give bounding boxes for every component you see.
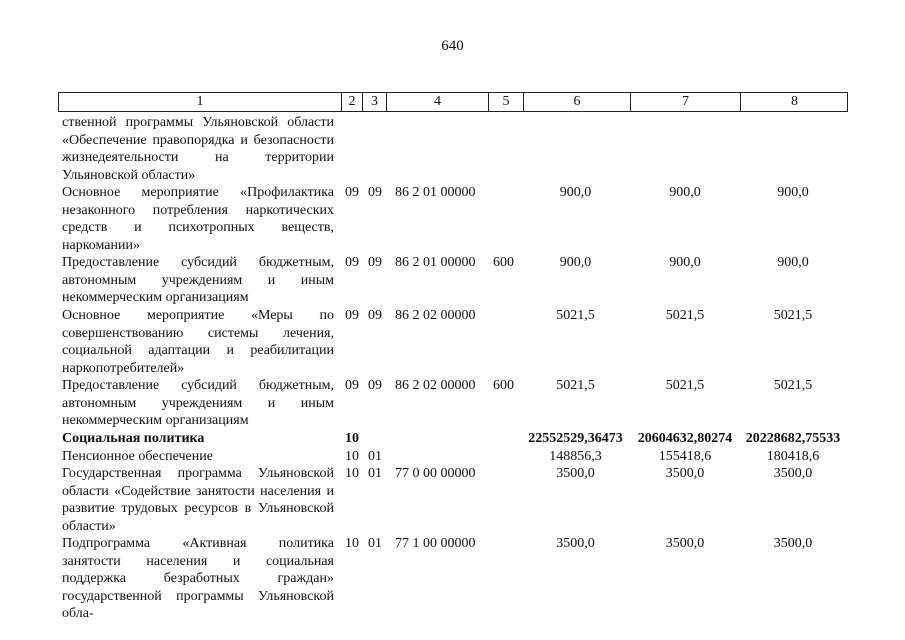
value-col-8: 3500,0 (773, 466, 813, 481)
value-col-8: 5021,5 (773, 378, 813, 393)
row-name: Подпрограмма «Активная политика занятости населения и социальная поддержка безработных граждан» государственной программы Ульяновской обла- (62, 536, 334, 622)
table-row (0, 254, 905, 307)
header-col-3: 3 (362, 93, 386, 111)
podrazdel-code: 09 (368, 255, 382, 270)
header-col-8: 8 (740, 93, 848, 111)
vr-code: 600 (493, 255, 514, 270)
razdel-code: 10 (345, 431, 359, 446)
table-row (0, 114, 905, 184)
podrazdel-code: 01 (368, 536, 382, 551)
page-number: 640 (441, 38, 464, 54)
value-col-6: 900,0 (559, 255, 592, 270)
header-col-7: 7 (630, 93, 740, 111)
value-col-7: 900,0 (669, 255, 701, 270)
vr-code: 600 (493, 378, 514, 393)
row-name: Пенсионное обеспечение (62, 449, 213, 464)
value-col-7: 5021,5 (665, 308, 705, 323)
value-col-7: 155418,6 (658, 449, 712, 464)
podrazdel-code: 09 (368, 185, 382, 200)
razdel-code: 09 (345, 378, 359, 393)
value-col-6: 3500,0 (556, 536, 595, 551)
csr-code: 86 2 01 00000 (395, 255, 476, 270)
row-name: Предоставление субсидий бюджетным, автономным учреждениям и иным некоммерческим организациям (62, 378, 334, 429)
table-row (0, 307, 905, 377)
razdel-code: 09 (345, 185, 359, 200)
header-col-4: 4 (386, 93, 488, 111)
header-col-2: 2 (341, 93, 362, 111)
value-col-6: 5021,5 (556, 378, 595, 393)
header-col-5: 5 (488, 93, 523, 111)
value-col-7: 20604632,80274 (637, 431, 733, 446)
value-col-7: 3500,0 (665, 466, 705, 481)
row-name: Социальная политика (62, 431, 205, 446)
razdel-code: 10 (345, 449, 359, 464)
row-name: Основное мероприятие «Меры по совершенствованию системы лечения, социальной адаптации и реабилитации наркопотребителей» (62, 308, 334, 376)
value-col-8: 900,0 (777, 185, 809, 200)
value-col-8: 3500,0 (773, 536, 813, 551)
csr-code: 86 2 02 00000 (395, 308, 476, 323)
csr-code: 77 1 00 00000 (395, 536, 476, 551)
table-row (0, 465, 905, 535)
value-col-6: 22552529,36473 (528, 431, 623, 446)
row-name: Государственная программа Ульяновской области «Содействие занятости населения и развитие трудовых ресурсов в Ульяновской области» (62, 466, 334, 534)
podrazdel-code: 01 (368, 466, 382, 481)
table-row (0, 430, 905, 448)
table-row (0, 184, 905, 254)
value-col-6: 900,0 (559, 185, 592, 200)
row-name: Предоставление субсидий бюджетным, автономным учреждениям и иным некоммерческим организациям (62, 255, 334, 306)
razdel-code: 10 (345, 536, 359, 551)
csr-code: 86 2 02 00000 (395, 378, 476, 393)
value-col-7: 5021,5 (665, 378, 705, 393)
value-col-6: 148856,3 (549, 449, 602, 464)
header-col-6: 6 (523, 93, 630, 111)
value-col-8: 20228682,75533 (745, 431, 841, 446)
razdel-code: 09 (345, 255, 359, 270)
value-col-6: 5021,5 (556, 308, 595, 323)
value-col-7: 3500,0 (665, 536, 705, 551)
razdel-code: 10 (345, 466, 359, 481)
csr-code: 77 0 00 00000 (395, 466, 476, 481)
header-col-1: 1 (196, 94, 204, 109)
podrazdel-code: 01 (368, 449, 382, 464)
value-col-8: 5021,5 (773, 308, 813, 323)
razdel-code: 09 (345, 308, 359, 323)
row-name: ственной программы Ульяновской области «Обеспечение правопорядка и безопасности жизнедеятельности на территории Ульяновской области» (62, 115, 334, 183)
podrazdel-code: 09 (368, 378, 382, 393)
value-col-8: 900,0 (777, 255, 809, 270)
row-name: Основное мероприятие «Профилактика незаконного потребления наркотических средств и психотропных веществ, наркомании» (62, 185, 334, 253)
value-col-6: 3500,0 (556, 466, 595, 481)
value-col-7: 900,0 (669, 185, 701, 200)
table-header (58, 92, 848, 112)
table-row (0, 448, 905, 465)
podrazdel-code: 09 (368, 308, 382, 323)
value-col-8: 180418,6 (766, 449, 820, 464)
table-body (0, 114, 905, 622)
table-row (0, 535, 905, 622)
csr-code: 86 2 01 00000 (395, 185, 476, 200)
table-row (0, 377, 905, 430)
